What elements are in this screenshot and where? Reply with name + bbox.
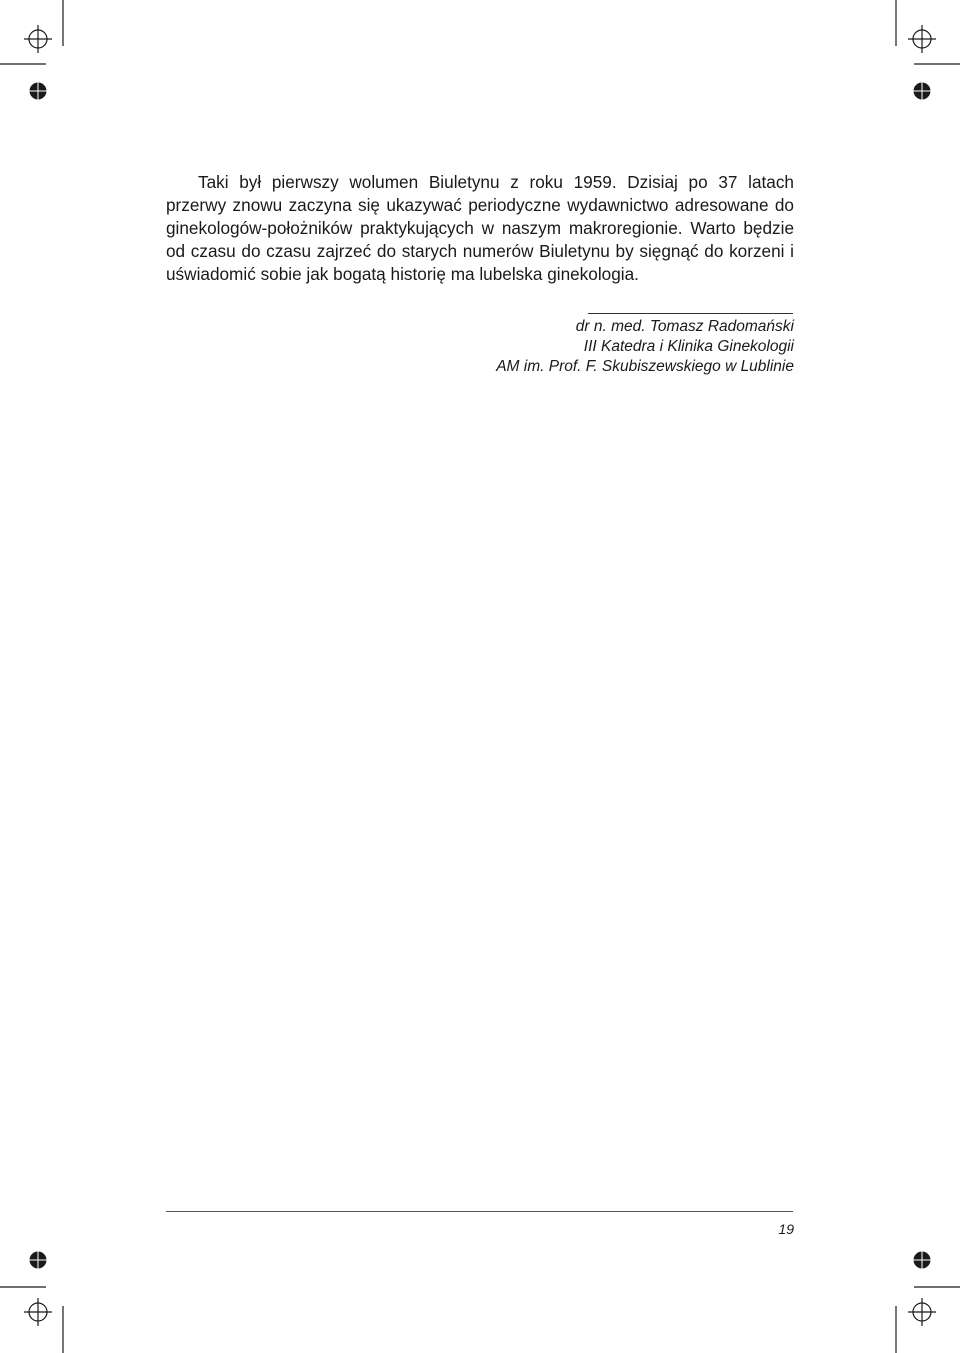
registration-dot-icon <box>29 1251 47 1269</box>
footer-rule <box>166 1211 793 1212</box>
registration-dot-icon <box>913 1251 931 1269</box>
crosshair-icon <box>24 1298 52 1326</box>
signature-department: III Katedra i Klinika Ginekologii <box>583 338 794 355</box>
crosshair-icon <box>24 25 52 53</box>
signature-author: dr n. med. Tomasz Radomański <box>575 318 794 335</box>
crosshair-icon <box>908 1298 936 1326</box>
page-number: 19 <box>778 1221 794 1237</box>
crosshair-icon <box>908 25 936 53</box>
registration-dot-icon <box>29 82 47 100</box>
signature-block <box>394 317 794 377</box>
signature-institution: AM im. Prof. F. Skubiszewskiego w Lublinie <box>496 358 794 375</box>
registration-dot-icon <box>913 82 931 100</box>
signature-rule <box>588 313 793 314</box>
paragraph: Taki był pierwszy wolumen Biuletynu z roku 1959. Dzisiaj po 37 latach przerwy znowu zaczyna się ukazywać periodyczne wydawnictwo adresowane do ginekologów-położników praktykujących w naszym makroregionie. Warto będzie od czasu do czasu zajrzeć do starych numerów Biuletynu by sięgnąć do korzeni i uświadomić sobie jak bogatą historię ma lubelska ginekologia. <box>166 172 794 284</box>
body-text <box>166 171 794 286</box>
